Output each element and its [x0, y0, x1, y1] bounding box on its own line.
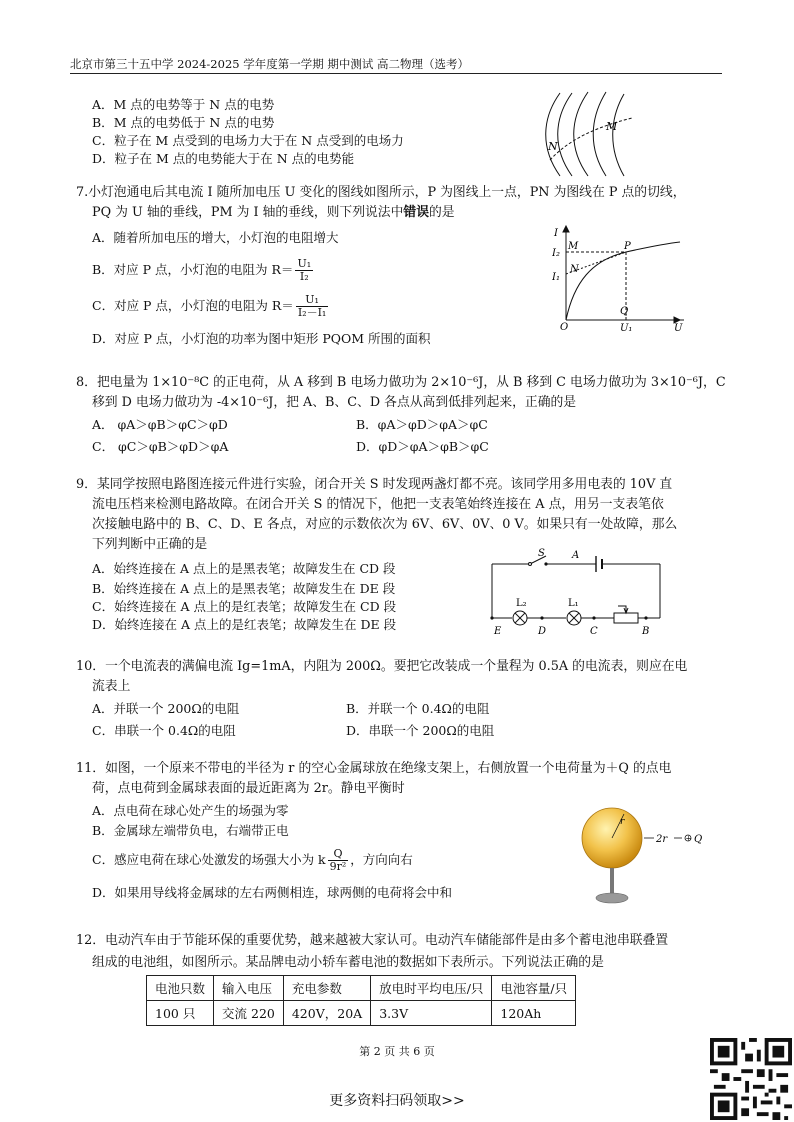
q10-option-a: A．并联一个 200Ω的电阻	[92, 701, 240, 716]
graph-label-i: I	[554, 228, 558, 239]
table-row	[147, 1001, 576, 1026]
graph-label-u1: U₁	[620, 323, 633, 334]
graph-label-p: P	[624, 241, 631, 252]
circuit-label-a: A	[572, 550, 580, 561]
q7-option-d: D．对应 P 点，小灯泡的功率为图中矩形 PQOM 所围的面积	[92, 331, 431, 346]
q12-stem-1: 12．电动汽车由于节能环保的重要优势，越来越被大家认可。电动汽车储能部件是由多个蓄电池串联叠置	[76, 933, 669, 948]
circuit-label-d: D	[538, 626, 547, 637]
page-header: 北京市第三十五中学 2024-2025 学年度第一学期 期中测试 高二物理（选考）	[70, 57, 470, 71]
q9-stem-1: 9．某同学按照电路图连接元件进行实验，闭合开关 S 时发现两盏灯都不亮。该同学用多用电表的 10V 直	[76, 477, 673, 492]
q8-stem-1: 8．把电量为 1×10⁻⁸C 的正电荷，从 A 移到 B 电场力做功为 2×10⁻⁶J，从 B 移到 C 电场力做功为 3×10⁻⁶J，C	[76, 375, 726, 390]
table-header-row	[147, 976, 576, 1001]
q11-option-c: C．感应电荷在球心处激发的场强大小为 k $\frac{Q}{\text{9r²}}$ ，方向向右	[92, 847, 413, 873]
q10-option-b: B．并联一个 0.4Ω的电阻	[346, 701, 490, 716]
q6-option-d: D．粒子在 M 点的电势能大于在 N 点的电势能	[92, 151, 355, 166]
q11-sphere-figure	[570, 800, 720, 912]
q11-option-a: A．点电荷在球心处产生的场强为零	[92, 803, 289, 818]
q12-stem-2: 组成的电池组，如图所示。某品牌电动小轿车蓄电池的数据如下表所示。下列说法正确的是	[92, 955, 604, 970]
q8-option-c: C． φC＞φB＞φD＞φA	[92, 439, 229, 454]
graph-label-n: N	[570, 264, 579, 275]
q6-label-m: M	[606, 120, 618, 133]
q7-option-a: A．随着所加电压的增大，小灯泡的电阻增大	[92, 230, 339, 245]
table-header: 输入电压	[214, 976, 284, 1001]
promo-link[interactable]: 更多资料扫码领取>>	[329, 1093, 465, 1109]
q9-option-c: C．始终连接在 A 点上的是红表笔；故障发生在 CD 段	[92, 599, 397, 614]
sphere-label-q: Q	[694, 834, 703, 845]
point-charge-plus-icon: +	[685, 834, 692, 843]
table-header: 电池只数	[147, 976, 214, 1001]
q7-option-b: B．对应 P 点，小灯泡的电阻为 R＝ $\frac{\text{U₁}}{\text{I₂}}$	[92, 257, 312, 283]
q9-option-d: D．始终连接在 A 点上的是红表笔；故障发生在 DE 段	[92, 617, 397, 632]
q10-option-c: C．串联一个 0.4Ω的电阻	[92, 723, 236, 738]
q10-stem-2: 流表上	[92, 679, 131, 694]
graph-label-i1: I₁	[552, 272, 560, 283]
q7-iu-graph	[552, 222, 692, 334]
q9-circuit-diagram	[486, 546, 668, 640]
q11-option-b: B．金属球左端带负电，右端带正电	[92, 823, 289, 838]
q9-option-a: A．始终连接在 A 点上的是黑表笔；故障发生在 CD 段	[92, 561, 396, 576]
q11-option-d: D．如果用导线将金属球的左右两侧相连，球两侧的电荷将会中和	[92, 885, 453, 900]
graph-label-o: O	[560, 322, 569, 333]
circuit-label-e: E	[494, 626, 502, 637]
table-cell: 交流 220	[214, 1001, 284, 1026]
graph-label-i2: I₂	[552, 248, 560, 259]
page-number: 第 2 页 共 6 页	[359, 1045, 435, 1058]
table-header: 放电时平均电压/只	[371, 976, 492, 1001]
circuit-label-s: S	[538, 548, 545, 559]
q9-stem-4: 下列判断中正确的是	[92, 537, 208, 552]
table-cell: 420V，20A	[283, 1001, 370, 1026]
q6-label-n: N	[548, 140, 558, 153]
graph-label-m: M	[568, 241, 579, 252]
q10-option-d: D．串联一个 200Ω的电阻	[346, 723, 495, 738]
graph-label-q: Q	[620, 306, 629, 317]
q7-stem-2: PQ 为 U 轴的垂线，PM 为 I 轴的垂线，则下列说法中错误的是	[92, 205, 455, 220]
q8-option-d: D．φD＞φA＞φB＞φC	[356, 439, 489, 454]
q6-option-c: C．粒子在 M 点受到的电场力大于在 N 点受到的电场力	[92, 133, 404, 148]
table-cell: 120Ah	[492, 1001, 576, 1026]
q7-option-c: C．对应 P 点，小灯泡的电阻为 R＝ $\frac{\text{U₁}}{\text{I₂－I₁}}$	[92, 293, 327, 319]
q7-stem-1: 7.小灯泡通电后其电流 I 随所加电压 U 变化的图线如图所示，P 为图线上一点，PN 为图线在 P 点的切线，	[76, 185, 686, 200]
circuit-label-c: C	[590, 626, 598, 637]
q6-field-lines-figure	[520, 88, 640, 178]
q8-option-b: B．φA＞φD＞φA＞φC	[356, 417, 488, 432]
table-cell: 3.3V	[371, 1001, 492, 1026]
battery-data-table	[146, 975, 576, 1026]
q9-option-b: B．始终连接在 A 点上的是黑表笔；故障发生在 DE 段	[92, 581, 396, 596]
table-header: 电池容量/只	[492, 976, 576, 1001]
sphere-label-distance: 2r	[656, 834, 668, 845]
header-rule	[70, 73, 722, 74]
table-header: 充电参数	[283, 976, 370, 1001]
q11-stem-1: 11．如图，一个原来不带电的半径为 r 的空心金属球放在绝缘支架上，右侧放置一个电荷量为＋Q 的点电	[76, 761, 672, 776]
q6-option-b: B．M 点的电势低于 N 点的电势	[92, 115, 275, 130]
q8-stem-2: 移到 D 电场力做功为 -4×10⁻⁶J，把 A、B、C、D 各点从高到低排列起来，正确的是	[92, 395, 577, 410]
q9-stem-3: 次接触电路中的 B、C、D、E 各点，对应的示数依次为 6V、6V、0V、0 V。如果只有一处故障，那么	[92, 517, 678, 532]
graph-label-u: U	[674, 323, 683, 334]
circuit-label-b: B	[642, 626, 650, 637]
q8-option-a: A． φA＞φB＞φC＞φD	[92, 417, 228, 432]
sphere-label-r: r	[620, 817, 625, 827]
q9-stem-2: 流电压档来检测电路故障。在闭合开关 S 的情况下，他把一支表笔始终连接在 A 点，用另一支表笔依	[92, 497, 664, 512]
q10-stem-1: 10．一个电流表的满偏电流 Ig=1mA，内阻为 200Ω。要把它改装成一个量程为 0.5A 的电流表，则应在电	[76, 659, 688, 674]
table-cell: 100 只	[147, 1001, 214, 1026]
circuit-label-l2: L₂	[516, 598, 527, 609]
q6-option-a: A．M 点的电势等于 N 点的电势	[92, 97, 275, 112]
circuit-label-l1: L₁	[568, 598, 579, 609]
q11-stem-2: 荷，点电荷到金属球表面的最近距离为 2r。静电平衡时	[92, 781, 405, 796]
qr-code-icon[interactable]	[710, 1038, 792, 1120]
